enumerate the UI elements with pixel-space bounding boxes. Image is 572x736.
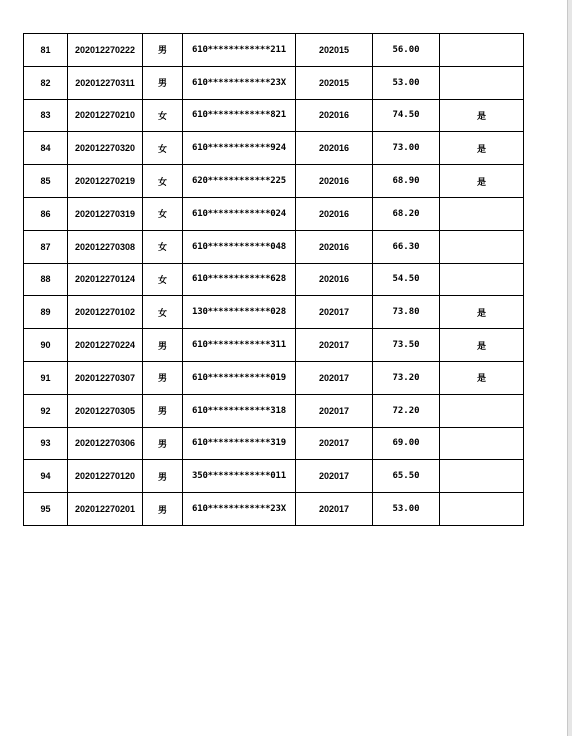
exam-room-cell: 202017	[296, 296, 373, 329]
table-row	[24, 165, 524, 198]
score-cell: 65.50	[373, 460, 440, 493]
table-row	[24, 394, 524, 427]
interview-flag-cell	[440, 460, 524, 493]
score-cell: 73.20	[373, 361, 440, 394]
score-cell: 73.80	[373, 296, 440, 329]
interview-flag-cell	[440, 394, 524, 427]
id-card-cell: 610************318	[183, 394, 296, 427]
exam-room-cell: 202017	[296, 329, 373, 362]
table-row	[24, 329, 524, 362]
exam-room-cell: 202016	[296, 230, 373, 263]
id-card-cell: 610************23X	[183, 493, 296, 526]
seq-cell: 81	[24, 34, 68, 67]
seq-cell: 84	[24, 132, 68, 165]
gender-cell: 男	[143, 427, 183, 460]
score-cell: 69.00	[373, 427, 440, 460]
score-cell: 53.00	[373, 493, 440, 526]
id-card-cell: 610************821	[183, 99, 296, 132]
exam-number-cell: 202012270308	[68, 230, 143, 263]
gender-cell: 男	[143, 329, 183, 362]
table-row	[24, 34, 524, 67]
exam-room-cell: 202017	[296, 493, 373, 526]
table-row	[24, 263, 524, 296]
gender-cell: 男	[143, 460, 183, 493]
seq-cell: 90	[24, 329, 68, 362]
table-body	[24, 34, 524, 526]
table-row	[24, 427, 524, 460]
interview-flag-cell: 是	[440, 132, 524, 165]
table-row	[24, 296, 524, 329]
exam-number-cell: 202012270311	[68, 66, 143, 99]
exam-room-cell: 202017	[296, 460, 373, 493]
gender-cell: 男	[143, 34, 183, 67]
exam-room-cell: 202015	[296, 66, 373, 99]
exam-number-cell: 202012270124	[68, 263, 143, 296]
interview-flag-cell	[440, 34, 524, 67]
exam-room-cell: 202016	[296, 99, 373, 132]
id-card-cell: 610************048	[183, 230, 296, 263]
gender-cell: 女	[143, 132, 183, 165]
interview-flag-cell: 是	[440, 99, 524, 132]
interview-flag-cell	[440, 263, 524, 296]
exam-number-cell: 202012270306	[68, 427, 143, 460]
table-row	[24, 99, 524, 132]
seq-cell: 85	[24, 165, 68, 198]
gender-cell: 女	[143, 263, 183, 296]
id-card-cell: 610************319	[183, 427, 296, 460]
interview-flag-cell: 是	[440, 165, 524, 198]
exam-room-cell: 202017	[296, 361, 373, 394]
id-card-cell: 610************628	[183, 263, 296, 296]
gender-cell: 女	[143, 165, 183, 198]
seq-cell: 93	[24, 427, 68, 460]
score-cell: 54.50	[373, 263, 440, 296]
seq-cell: 82	[24, 66, 68, 99]
seq-cell: 91	[24, 361, 68, 394]
table-row	[24, 361, 524, 394]
exam-number-cell: 202012270319	[68, 197, 143, 230]
exam-number-cell: 202012270120	[68, 460, 143, 493]
table-row	[24, 460, 524, 493]
seq-cell: 92	[24, 394, 68, 427]
exam-room-cell: 202017	[296, 427, 373, 460]
exam-number-cell: 202012270222	[68, 34, 143, 67]
id-card-cell: 620************225	[183, 165, 296, 198]
gender-cell: 女	[143, 296, 183, 329]
gender-cell: 女	[143, 99, 183, 132]
interview-flag-cell: 是	[440, 296, 524, 329]
seq-cell: 83	[24, 99, 68, 132]
exam-room-cell: 202015	[296, 34, 373, 67]
score-cell: 73.00	[373, 132, 440, 165]
exam-room-cell: 202017	[296, 394, 373, 427]
gender-cell: 女	[143, 197, 183, 230]
gender-cell: 男	[143, 493, 183, 526]
id-card-cell: 610************024	[183, 197, 296, 230]
results-table	[23, 33, 524, 526]
id-card-cell: 610************311	[183, 329, 296, 362]
id-card-cell: 350************011	[183, 460, 296, 493]
id-card-cell: 610************211	[183, 34, 296, 67]
score-cell: 66.30	[373, 230, 440, 263]
table-row	[24, 132, 524, 165]
exam-number-cell: 202012270210	[68, 99, 143, 132]
gender-cell: 男	[143, 361, 183, 394]
interview-flag-cell: 是	[440, 361, 524, 394]
score-cell: 73.50	[373, 329, 440, 362]
seq-cell: 88	[24, 263, 68, 296]
exam-room-cell: 202016	[296, 263, 373, 296]
exam-number-cell: 202012270305	[68, 394, 143, 427]
exam-room-cell: 202016	[296, 197, 373, 230]
score-cell: 56.00	[373, 34, 440, 67]
interview-flag-cell	[440, 66, 524, 99]
score-cell: 68.20	[373, 197, 440, 230]
exam-number-cell: 202012270307	[68, 361, 143, 394]
page-edge	[567, 0, 572, 736]
seq-cell: 94	[24, 460, 68, 493]
seq-cell: 86	[24, 197, 68, 230]
seq-cell: 95	[24, 493, 68, 526]
exam-number-cell: 202012270320	[68, 132, 143, 165]
interview-flag-cell	[440, 197, 524, 230]
seq-cell: 89	[24, 296, 68, 329]
exam-room-cell: 202016	[296, 132, 373, 165]
gender-cell: 女	[143, 230, 183, 263]
id-card-cell: 610************23X	[183, 66, 296, 99]
score-cell: 72.20	[373, 394, 440, 427]
table-row	[24, 493, 524, 526]
interview-flag-cell	[440, 493, 524, 526]
seq-cell: 87	[24, 230, 68, 263]
score-cell: 74.50	[373, 99, 440, 132]
id-card-cell: 610************019	[183, 361, 296, 394]
table-row	[24, 197, 524, 230]
interview-flag-cell	[440, 427, 524, 460]
exam-number-cell: 202012270219	[68, 165, 143, 198]
interview-flag-cell: 是	[440, 329, 524, 362]
table-row	[24, 230, 524, 263]
score-cell: 68.90	[373, 165, 440, 198]
exam-number-cell: 202012270102	[68, 296, 143, 329]
exam-number-cell: 202012270224	[68, 329, 143, 362]
exam-room-cell: 202016	[296, 165, 373, 198]
interview-flag-cell	[440, 230, 524, 263]
id-card-cell: 610************924	[183, 132, 296, 165]
table-row	[24, 66, 524, 99]
exam-number-cell: 202012270201	[68, 493, 143, 526]
id-card-cell: 130************028	[183, 296, 296, 329]
score-cell: 53.00	[373, 66, 440, 99]
gender-cell: 男	[143, 66, 183, 99]
gender-cell: 男	[143, 394, 183, 427]
